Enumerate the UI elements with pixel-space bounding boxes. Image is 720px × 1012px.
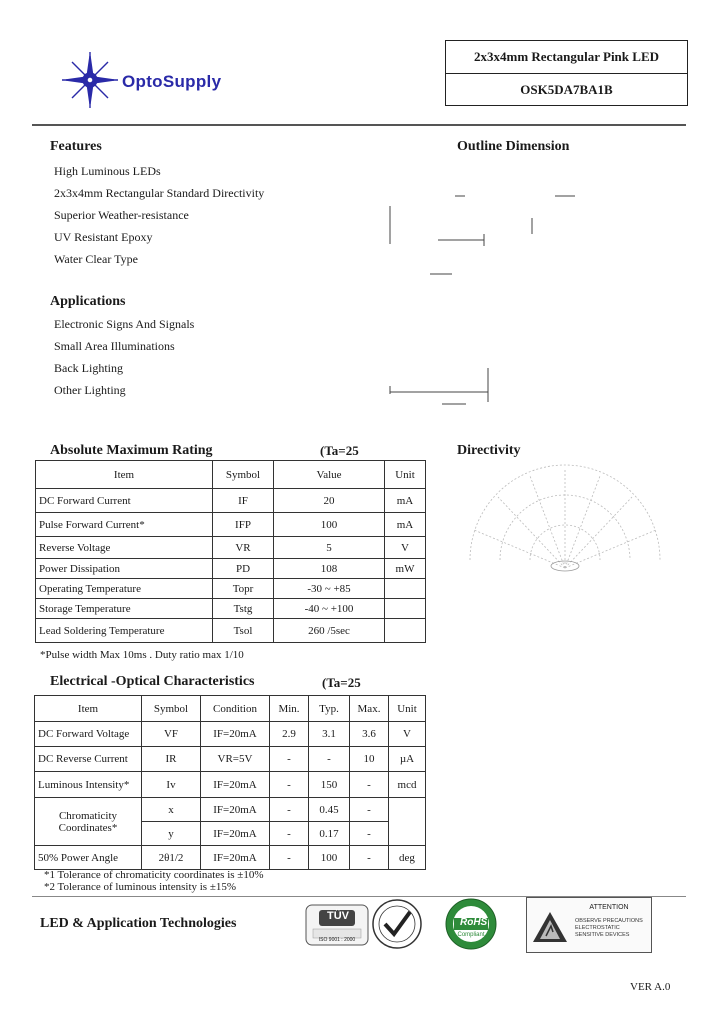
table-cell: x (142, 798, 201, 822)
features-heading: Features (50, 139, 102, 154)
title-box (445, 40, 688, 106)
product-title: 2x3x4mm Rectangular Pink LED (473, 49, 659, 64)
column-header: Item (35, 696, 142, 722)
table-cell: - (350, 822, 389, 846)
table-cell: - (270, 772, 309, 798)
list-item: Electronic Signs And Signals (54, 317, 195, 331)
table-cell (385, 619, 426, 643)
table-cell: - (350, 798, 389, 822)
table-cell: 5 (274, 537, 385, 559)
table-cell: IFP (213, 513, 274, 537)
brand-name: OptoSupply (122, 72, 222, 91)
table-cell: VR (213, 537, 274, 559)
column-header: Max. (350, 696, 389, 722)
table-cell (385, 599, 426, 619)
electro-optical-condition: (Ta=25 (322, 675, 361, 690)
table-cell: 100 (274, 513, 385, 537)
table-cell: - (270, 798, 309, 822)
column-header: Value (274, 461, 385, 489)
table-cell: Lead Soldering Temperature (36, 619, 213, 643)
table-cell: 100 (309, 846, 350, 870)
table-cell: - (270, 846, 309, 870)
table-row (35, 747, 426, 772)
table-row (36, 513, 426, 537)
list-item: Superior Weather-resistance (54, 208, 189, 222)
absolute-max-table (35, 460, 426, 643)
table-cell: Operating Temperature (36, 579, 213, 599)
table-cell: -40 ~ +100 (274, 599, 385, 619)
esd-attention-badge (526, 897, 652, 953)
table-cell: 150 (309, 772, 350, 798)
table-cell: 3.1 (309, 722, 350, 747)
list-item: Back Lighting (54, 361, 123, 375)
tuv-badge (305, 904, 369, 946)
applications-heading: Applications (50, 294, 126, 309)
table-cell: Storage Temperature (36, 599, 213, 619)
table-cell: 3.6 (350, 722, 389, 747)
table-cell: IF (213, 489, 274, 513)
version-label: VER A.0 (630, 981, 671, 993)
table-cell: mW (385, 559, 426, 579)
electro-optical-note-2: *2 Tolerance of luminous intensity is ±15% (44, 881, 237, 893)
checkmark-seal-icon (370, 898, 424, 950)
electro-optical-note-1: *1 Tolerance of chromaticity coordinates is ±10% (44, 869, 264, 881)
table-row (36, 599, 426, 619)
table-row (36, 579, 426, 599)
table-cell: VF (142, 722, 201, 747)
outline-drawing (380, 190, 580, 430)
table-cell: Topr (213, 579, 274, 599)
star-logo-icon (60, 50, 120, 110)
attention-line: OBSERVE PRECAUTIONS (575, 918, 643, 924)
table-cell: 108 (274, 559, 385, 579)
column-header: Min. (270, 696, 309, 722)
table-cell: Luminous Intensity* (35, 772, 142, 798)
list-item: High Luminous LEDs (54, 164, 161, 178)
table-cell: Chromaticity Coordinates* (35, 798, 142, 846)
list-item: UV Resistant Epoxy (54, 230, 153, 244)
column-header: Unit (385, 461, 426, 489)
table-cell: V (389, 722, 426, 747)
absolute-max-heading: Absolute Maximum Rating (50, 443, 213, 458)
list-item: Water Clear Type (54, 252, 138, 266)
table-row (35, 798, 426, 822)
table-cell: Tsol (213, 619, 274, 643)
column-header: Symbol (213, 461, 274, 489)
table-cell: IR (142, 747, 201, 772)
electro-optical-table (34, 695, 426, 870)
table-cell: IF=20mA (201, 798, 270, 822)
applications-list (54, 313, 194, 401)
table-cell: VR=5V (201, 747, 270, 772)
table-cell: - (270, 747, 309, 772)
esd-warning-icon (531, 910, 569, 944)
table-cell: 2θ1/2 (142, 846, 201, 870)
table-cell: IF=20mA (201, 772, 270, 798)
table-cell: Tstg (213, 599, 274, 619)
table-cell: mA (385, 513, 426, 537)
table-row (35, 772, 426, 798)
part-number: OSK5DA7BA1B (446, 73, 687, 105)
rohs-sublabel: Compliant (457, 932, 485, 938)
table-cell: mA (385, 489, 426, 513)
table-cell: Pulse Forward Current* (36, 513, 213, 537)
table-cell: IF=20mA (201, 722, 270, 747)
table-row (35, 722, 426, 747)
table-cell: - (350, 772, 389, 798)
attention-title: ATTENTION (589, 904, 629, 911)
table-row (36, 489, 426, 513)
table-row (36, 537, 426, 559)
table-cell: Reverse Voltage (36, 537, 213, 559)
table-cell: DC Forward Current (36, 489, 213, 513)
table-cell: µA (389, 747, 426, 772)
table-cell: y (142, 822, 201, 846)
table-cell: IF=20mA (201, 822, 270, 846)
rohs-badge (436, 898, 506, 950)
table-cell: 2.9 (270, 722, 309, 747)
table-cell: - (309, 747, 350, 772)
electro-optical-heading: Electrical -Optical Characteristics (50, 674, 255, 689)
features-list (54, 160, 264, 270)
table-cell: 20 (274, 489, 385, 513)
table-cell: PD (213, 559, 274, 579)
table-cell: 260 /5sec (274, 619, 385, 643)
table-cell: DC Reverse Current (35, 747, 142, 772)
outline-heading: Outline Dimension (457, 139, 570, 154)
directivity-heading: Directivity (457, 443, 521, 458)
rohs-label: RoHS (460, 917, 488, 928)
attention-line: SENSITIVE DEVICES (575, 932, 630, 938)
column-header: Typ. (309, 696, 350, 722)
absolute-max-condition: (Ta=25 (320, 443, 359, 458)
table-cell: - (350, 846, 389, 870)
table-cell: - (270, 822, 309, 846)
table-cell: 50% Power Angle (35, 846, 142, 870)
attention-text (575, 918, 643, 939)
tuv-label: TÜV (327, 910, 349, 922)
column-header: Unit (389, 696, 426, 722)
list-item: 2x3x4mm Rectangular Standard Directivity (54, 186, 265, 200)
table-cell (389, 798, 426, 846)
table-cell: deg (389, 846, 426, 870)
table-row (36, 559, 426, 579)
column-header: Item (36, 461, 213, 489)
company-name: LED & Application Technologies (40, 916, 237, 931)
column-header: Symbol (142, 696, 201, 722)
attention-line: ELECTROSTATIC (575, 925, 620, 931)
top-divider (32, 124, 686, 126)
list-item: Other Lighting (54, 383, 126, 397)
table-cell: Iv (142, 772, 201, 798)
list-item: Small Area Illuminations (54, 339, 175, 353)
table-cell: V (385, 537, 426, 559)
logo (60, 50, 280, 110)
table-cell: IF=20mA (201, 846, 270, 870)
table-cell: Power Dissipation (36, 559, 213, 579)
table-cell: DC Forward Voltage (35, 722, 142, 747)
table-row (35, 846, 426, 870)
column-header: Condition (201, 696, 270, 722)
table-cell: 0.17 (309, 822, 350, 846)
directivity-chart (460, 460, 670, 580)
table-cell (385, 579, 426, 599)
table-row (36, 619, 426, 643)
absolute-max-note: *Pulse width Max 10ms . Duty ratio max 1/10 (40, 649, 244, 661)
table-cell: 0.45 (309, 798, 350, 822)
iso-label: ISO 9001 : 2000 (318, 937, 356, 943)
table-cell: mcd (389, 772, 426, 798)
table-cell: 10 (350, 747, 389, 772)
table-cell: -30 ~ +85 (274, 579, 385, 599)
